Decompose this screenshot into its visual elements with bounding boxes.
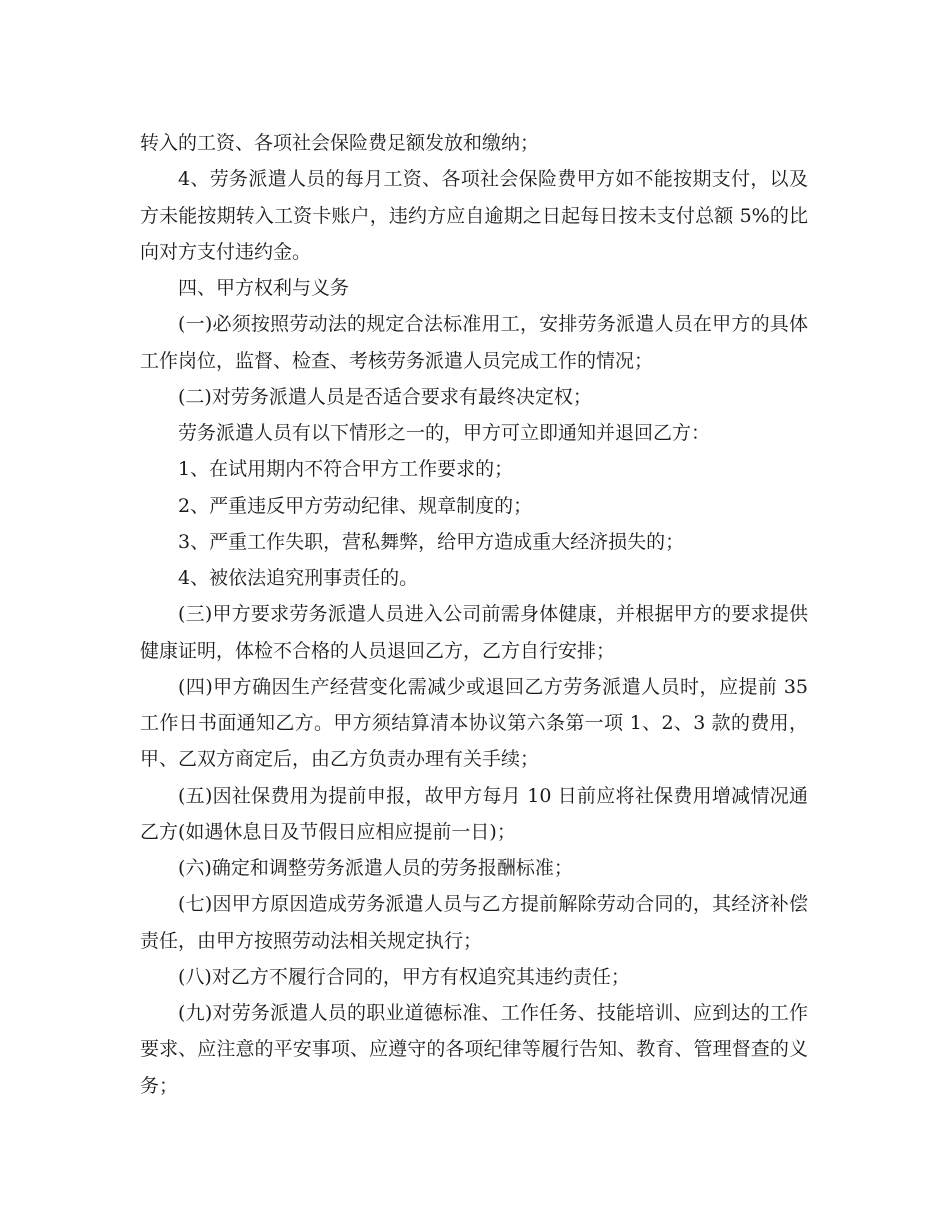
document-page: [140, 125, 808, 1104]
list-item: 1、在试用期内不符合甲方工作要求的；: [178, 458, 514, 481]
list-item: 2、严重违反甲方劳动纪律、规章制度的；: [178, 494, 533, 517]
text-line: (五)因社保费用为提前申报，故甲方每月 10 日前应将社保费用增减情况通: [178, 784, 808, 807]
text-line: 向对方支付违约金。: [140, 240, 312, 263]
text-line: 务；: [140, 1074, 179, 1097]
text-line: 劳务派遣人员有以下情形之一的，甲方可立即通知并退回乙方：: [178, 422, 711, 444]
text-line: (三)甲方要求劳务派遣人员进入公司前需身体健康，并根据甲方的要求提供: [178, 603, 808, 626]
text-line: (七)因甲方原因造成劳务派遣人员与乙方提前解除劳动合同的，其经济补偿: [178, 893, 808, 916]
text-line: (二)对劳务派遣人员是否适合要求有最终决定权；: [178, 385, 592, 408]
text-line: (八)对乙方不履行合同的，甲方有权追究其违约责任；: [178, 965, 630, 988]
section-heading: 四、甲方权利与义务: [178, 277, 350, 299]
text-line: (九)对劳务派遣人员的职业道德标准、工作任务、技能培训、应到达的工作: [178, 1002, 808, 1024]
text-line: (四)甲方确因生产经营变化需减少或退回乙方劳务派遣人员时，应提前 35: [178, 675, 808, 698]
text-line: 方未能按期转入工资卡账户，违约方应自逾期之日起每日按未支付总额 5%的比: [140, 204, 808, 227]
list-item: 4、被依法追究刑事责任的。: [178, 567, 419, 589]
text-line: 责任，由甲方按照劳动法相关规定执行；: [140, 929, 483, 952]
text-line: (六)确定和调整劳务派遣人员的劳务报酬标准；: [178, 857, 573, 879]
text-line: 转入的工资、各项社会保险费足额发放和缴纳；: [140, 132, 540, 154]
text-line: 4、劳务派遣人员的每月工资、各项社会保险费甲方如不能按期支付，以及: [178, 168, 808, 191]
text-line: 工作岗位，监督、检查、考核劳务派遣人员完成工作的情况；: [140, 349, 654, 372]
text-line: 乙方(如遇休息日及节假日应相应提前一日)；: [140, 820, 516, 843]
text-line: 工作日书面通知乙方。甲方须结算清本协议第六条第一项 1、2、3 款的费用，: [140, 712, 808, 734]
list-item: 3、严重工作失职，营私舞弊，给甲方造成重大经济损失的；: [178, 530, 685, 553]
text-line: 健康证明，体检不合格的人员退回乙方，乙方自行安排；: [140, 639, 616, 662]
text-line: (一)必须按照劳动法的规定合法标准用工，安排劳务派遣人员在甲方的具体: [178, 313, 808, 336]
text-line: 要求、应注意的平安事项、应遵守的各项纪律等履行告知、教育、管理督查的义: [140, 1038, 808, 1061]
text-line: 甲、乙双方商定后，由乙方负责办理有关手续；: [140, 748, 540, 771]
